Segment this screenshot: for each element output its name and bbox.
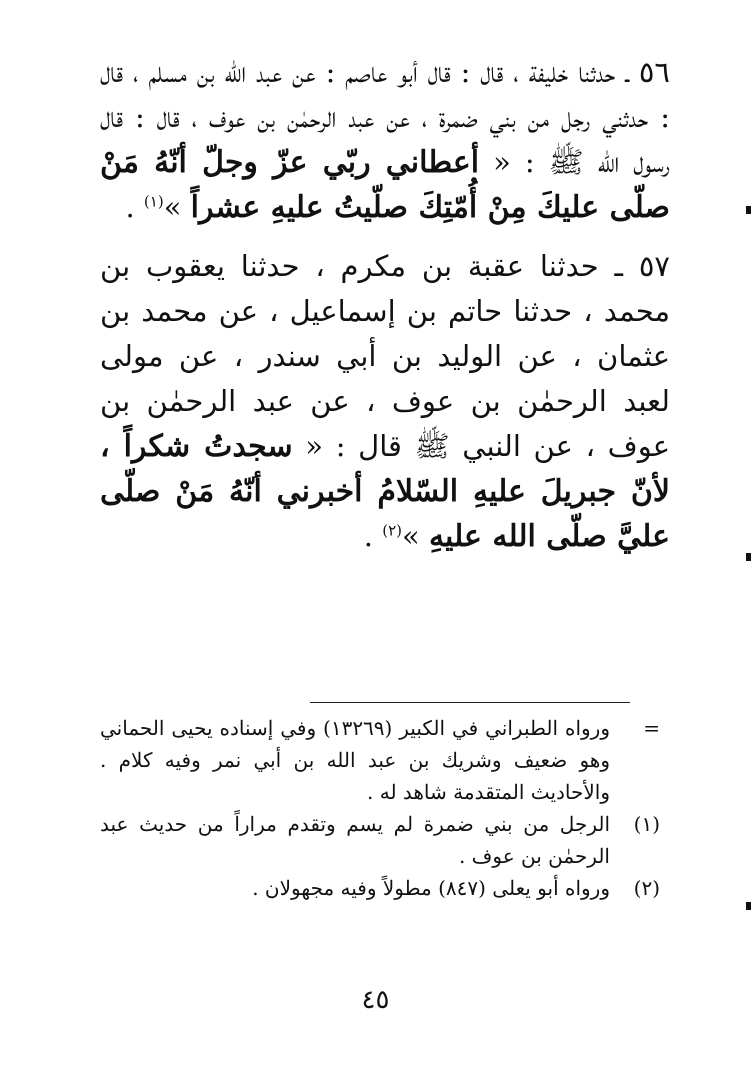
hadith-57-close-quote: »: [401, 519, 429, 553]
scan-edge-mark: [746, 206, 751, 214]
scan-edge-mark: [746, 902, 751, 910]
footnote-2: [100, 872, 660, 904]
footnote-mark: (٢): [633, 876, 660, 900]
page-number: ٤٥: [361, 985, 390, 1015]
hadith-56-end: .: [125, 190, 144, 224]
hadith-56-close-quote: »: [163, 190, 191, 224]
footnote-text: الرجل من بني ضمرة لم يسم وتقدم مراراً من حديث عبد الرحمٰن بن عوف .: [100, 812, 610, 868]
hadith-56-text: أعطاني ربّي عزّ وجلّ أنّهُ مَنْ صلّى عليكَ مِنْ أُمّتِكَ صلّيتُ عليهِ عشراً: [100, 145, 670, 225]
footnote-text: ورواه الطبراني في الكبير (١٣٢٦٩) وفي إسناده يحيى الحماني وهو ضعيف وشريك بن عبد الله بن أبي نمر وفيه كلام . والأحاديث المتقدمة شاهد له .: [100, 716, 610, 804]
hadith-57-chain: ٥٧ ـ حدثنا عقبة بن مكرم ، حدثنا يعقوب بن محمد ، حدثنا حاتم بن إسماعيل ، عن محمد بن عثمان ، عن الوليد بن أبي سندر ، عن مولى لعبد الرحمٰن بن عوف ، عن عبد الرحمٰن بن عوف ، عن النبي ﷺ قال : «: [100, 249, 671, 463]
hadith-56-chain: ٥٦ ـ حدثنا خليفة ، قال : قال أبو عاصم : عن عبد الله بن مسلم ، قال : حدثني رجل من بني ضمرة ، عن عبد الرحمٰن بن عوف ، قال : قال رسول الله ﷺ : «: [100, 55, 670, 179]
footnote-continued: [100, 712, 660, 808]
hadith-56-paragraph: [100, 50, 670, 230]
main-text: [100, 50, 670, 559]
hadith-57-end: .: [363, 519, 383, 553]
hadith-57-text: سجدتُ شكراً ، لأنّ جبريلَ عليهِ السّلامُ أخبرني أنّهُ مَنْ صلّى عليَّ صلّى الله عليهِ: [100, 429, 670, 554]
scan-edge-mark: [746, 553, 751, 561]
footnote-ref-1: (١): [143, 192, 164, 211]
footnote-mark: (١): [633, 812, 660, 836]
footnote-1: [100, 808, 660, 872]
footnote-mark: =: [643, 716, 660, 740]
footnote-ref-2: (٢): [382, 521, 402, 540]
footnote-text: ورواه أبو يعلى (٨٤٧) مطولاً وفيه مجهولان .: [252, 876, 610, 900]
hadith-57-paragraph: [100, 244, 670, 559]
footnotes: [100, 712, 660, 904]
footnote-divider: [310, 702, 630, 703]
